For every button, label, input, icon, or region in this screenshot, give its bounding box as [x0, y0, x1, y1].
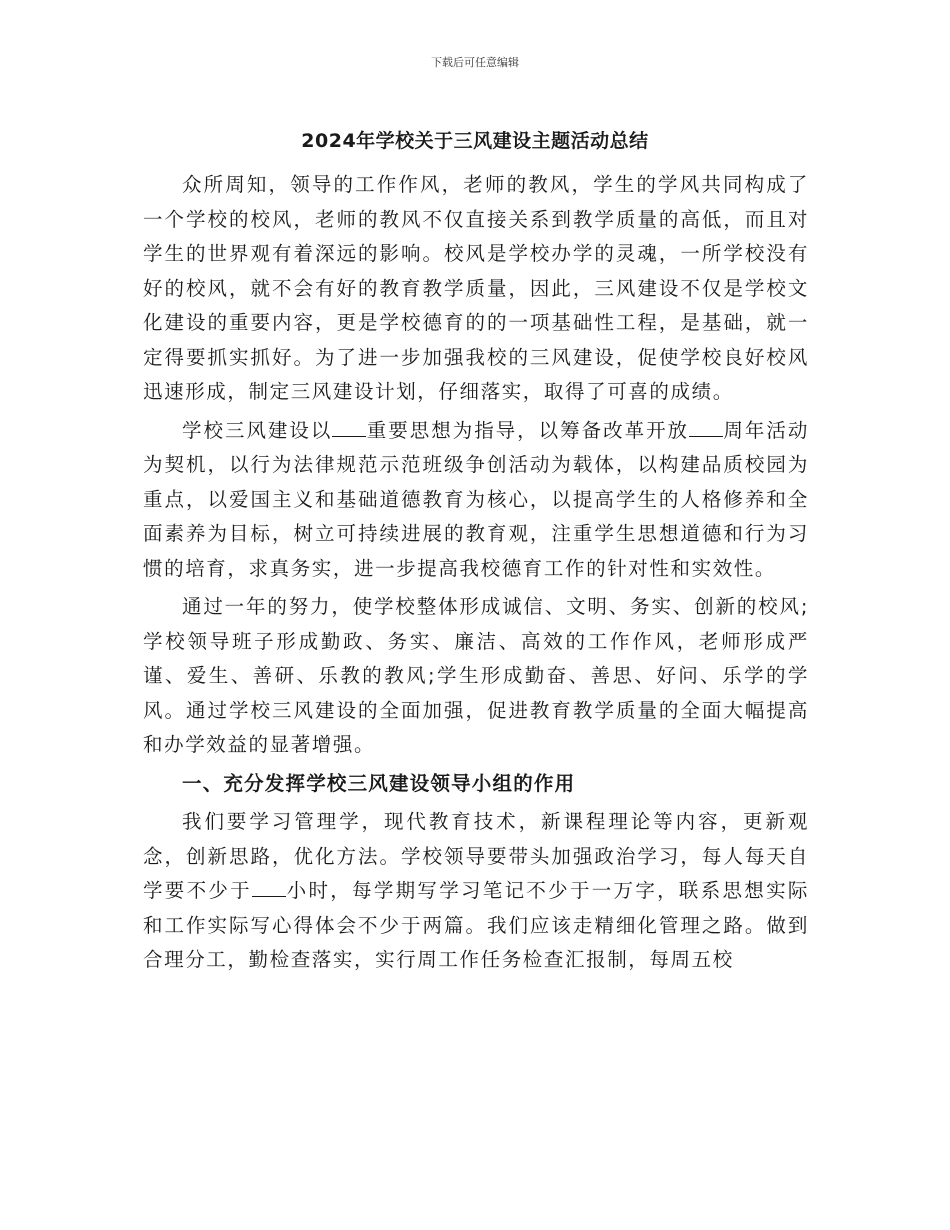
paragraph-goals	[143, 590, 809, 763]
document-title: 2024年学校关于三风建设主题活动总结	[301, 130, 649, 152]
paragraph-text: 我们要学习管理学，现代教育技术，新课程理论等内容，更新观念，创新思路，优化方法。学校领导要带头加强政治学习，每人每天自学要不少于	[143, 810, 809, 902]
header-note: 下载后可任意编辑	[431, 56, 519, 69]
paragraph-text: 学校三风建设以	[182, 418, 333, 442]
paragraph-guiding-thought	[143, 414, 809, 587]
paragraph-text: 重要思想为指导，以筹备改革开放	[366, 418, 690, 442]
paragraph-text: 周年活动为契机，以行为法律规范示范班级争创活动为载体，以构建品质校园为重点，以爱国主义和基础道德教育为核心，以提高学生的人格修养和全面素养为目标，树立可持续进展的教育观，注重学生思想道德和行为习惯的培育，求真务实，进一步提高我校德育工作的针对性和实效性。	[143, 418, 809, 580]
fill-in-blank	[252, 878, 286, 897]
paragraph-section-1	[143, 805, 809, 978]
fill-in-blank	[332, 418, 366, 437]
document-body	[143, 168, 809, 982]
paragraph-text: 通过一年的努力，使学校整体形成诚信、文明、务实、创新的校风;学校领导班子形成勤政、务实、廉洁、高效的工作作风，老师形成严谨、爱生、善研、乐教的教风;学生形成勤奋、善思、好问、乐学的学风。通过学校三风建设的全面加强，促进教育教学质量的全面大幅提高和办学效益的显著增强。	[143, 595, 809, 756]
paragraph-text: 众所周知，领导的工作作风，老师的教风，学生的学风共同构成了一个学校的校风，老师的教风不仅直接关系到教学质量的高低，而且对学生的世界观有着深远的影响。校风是学校办学的灵魂，一所学校没有好的校风，就不会有好的教育教学质量，因此，三风建设不仅是学校文化建设的重要内容，更是学校德育的的一项基础性工程，是基础，就一定得要抓实抓好。为了进一步加强我校的三风建设，促使学校良好校风迅速形成，制定三风建设计划，仔细落实，取得了可喜的成绩。	[143, 173, 809, 403]
paragraph-intro	[143, 168, 809, 410]
fill-in-blank	[689, 418, 723, 437]
paragraph-text: 小时，每学期写学习笔记不少于一万字，联系思想实际和工作实际写心得体会不少于两篇。我们应该走精细化管理之路。做到合理分工，勤检查落实，实行周工作任务检查汇报制，每周五校	[143, 879, 809, 971]
section-heading: 一、充分发挥学校三风建设领导小组的作用	[182, 771, 576, 795]
